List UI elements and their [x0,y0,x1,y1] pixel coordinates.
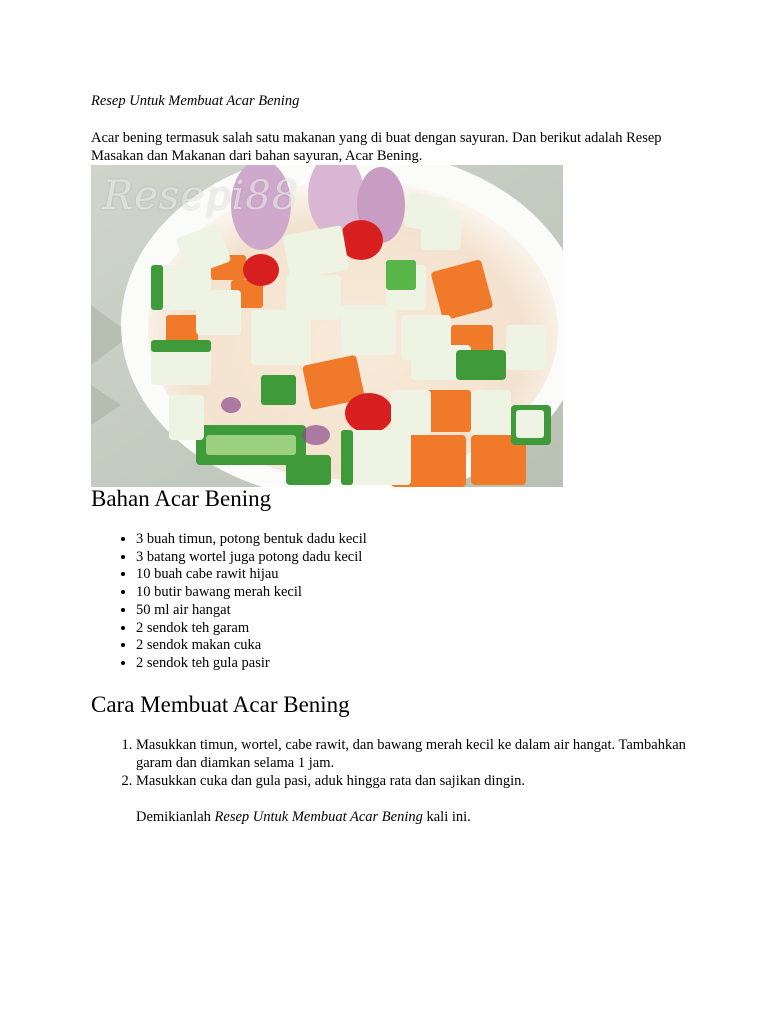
ingredient-item: • 2 sendok makan cuka [136,637,367,655]
ingredient-item: • 10 butir bawang merah kecil [136,584,367,602]
closing-paragraph [136,809,471,826]
step-item: 1. Masukkan timun, wortel, cabe rawit, dan bawang merah kecil ke dalam air hangat. Tambahkan garam dan diamkan selama 1 jam. [136,736,696,772]
ingredient-item: • 50 ml air hangat [136,602,367,620]
photo-watermark: Resepi88 [103,173,299,219]
ingredient-item: • 10 buah cabe rawit hijau [136,566,367,584]
steps-heading: Cara Membuat Acar Bening [91,692,350,717]
ingredient-item: • 2 sendok teh gula pasir [136,655,367,673]
steps-list [91,736,696,790]
ingredients-heading: Bahan Acar Bening [91,486,272,511]
acar-bening-photo [91,165,563,487]
ingredient-item: • 3 buah timun, potong bentuk dadu kecil [136,531,367,549]
ingredients-list [91,531,367,673]
ingredient-item: • 2 sendok teh garam [136,620,367,638]
step-item: 2. Masukkan cuka dan gula pasi, aduk hingga rata dan sajikan dingin. [136,772,696,790]
closing-emphasis: Resep Untuk Membuat Acar Bening [214,809,423,825]
ingredient-item: • 3 batang wortel juga potong dadu kecil [136,549,367,567]
closing-text-before: Demikianlah [136,809,215,825]
closing-text-after: kali ini. [422,809,471,825]
document-title: Resep Untuk Membuat Acar Bening [91,93,300,109]
intro-paragraph: Acar bening termasuk salah satu makanan yang di buat dengan sayuran. Dan berikut adalah Resep Masakan dan Makanan dari bahan sayuran, Acar Bening. [91,130,662,164]
